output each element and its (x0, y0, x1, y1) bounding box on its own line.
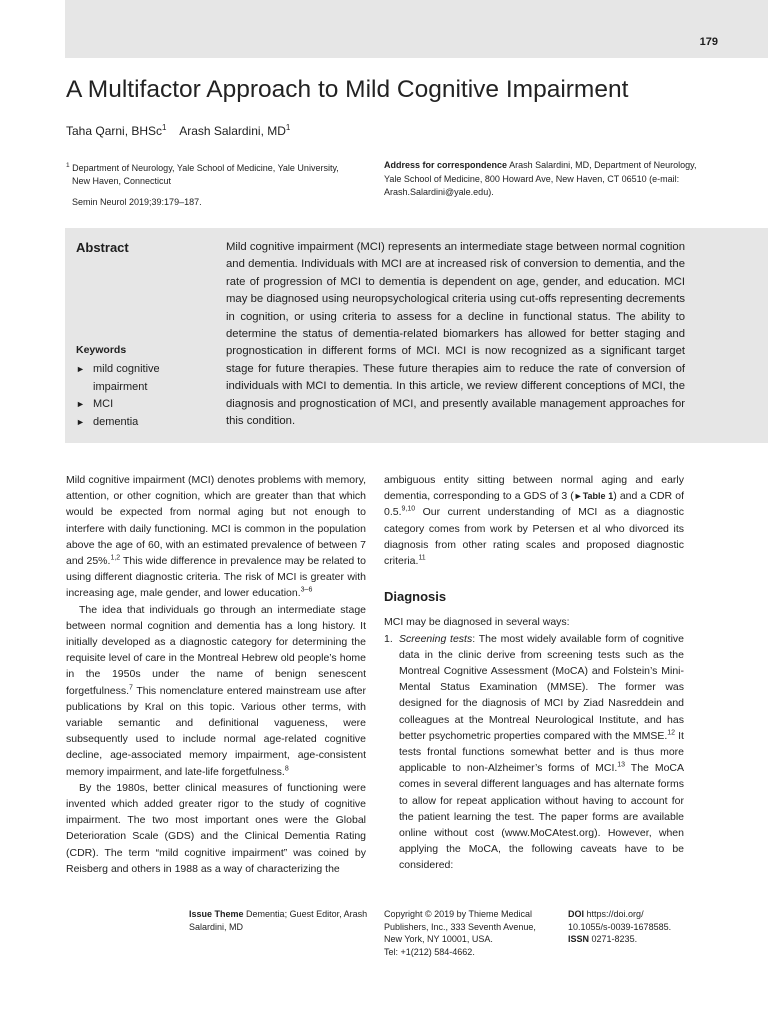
arrow-icon: ► (76, 416, 85, 427)
body-paragraph: MCI may be diagnosed in several ways: (384, 616, 570, 629)
footer-doi (568, 908, 718, 946)
arrow-icon: ► (76, 399, 85, 410)
correspondence (384, 159, 704, 200)
keywords-heading: Keywords (76, 344, 127, 356)
author-affiliation-marker: 1 (285, 123, 291, 132)
footer-issue-theme (189, 908, 369, 933)
author-line (66, 123, 290, 138)
abstract-text: Mild cognitive impairment (MCI) represents an intermediate stage between normal cognition and dementia. Individuals with MCI are at increased risk of conversion to dementia, and the rate of progression of MCI to dementia is dependent on age, gender, and education. MCI may be diagnosed using neuropsychological criteria using cut-offs representing decrements in cognition, or using criteria to assess for a decline in functional status. The ability to determine the status of dementia-related biomarkers has allowed for better staging and prognostication in different forms of MCI. MCI is now recognized as a significant target stage for future therapies. These future therapies aim to reduce the rate of conversion of individuals with MCI to dementia. In this article, we review different conceptions of MCI, the diagnosis and prognostication of MCI, and presently available management approaches for this condition. (226, 241, 685, 428)
issn-value: 0271-8235. (591, 934, 638, 945)
body-paragraph: ambiguous entity sitting between normal aging and early dementia, corresponding to a GDS of 3 (►Table 1) and a CDR of 0.5.$^{9,10}$ Our current understanding of MCI as a diagnostic category comes from work by Petersen et al who divorced its diagnosis from other rating scales and proposed diagnostic criteria.$^{11}$ (384, 474, 684, 568)
item-title: Screening tests (399, 632, 473, 645)
reference-marker: 3–6 (300, 586, 313, 594)
reference-marker: 11 (418, 554, 426, 562)
journal-citation: Semin Neurol 2019;39:179–187. (72, 197, 202, 207)
issue-theme-label: Issue Theme (189, 909, 244, 919)
reference-marker: 9,10 (401, 505, 416, 513)
doi-link[interactable]: 10.1055/s-0039-1678585. (568, 921, 672, 932)
body-column-left (66, 472, 366, 877)
body-paragraph: Mild cognitive impairment (MCI) denotes problems with memory, attention, or other cognition, which are greater than that which would be expected from normal aging but not enough to interfere with daily functioning. MCI is common in the population above the age of 60, with an estimated prevalence of between 7 and 25%.$^{1,2}$ This wide difference in prevalence may be related to using different diagnostic criteria. The risk of MCI is greater with increasing age, male gender, and lower education.$^{3-6}$ (66, 474, 366, 600)
affiliation (66, 159, 371, 188)
keywords-list (76, 361, 206, 431)
correspondence-label: Address for correspondence (384, 160, 508, 170)
reference-marker: 13 (617, 761, 626, 769)
author-name: Taha Qarni, BHSc (66, 124, 163, 138)
affiliation-marker: 1 (66, 162, 70, 169)
reference-marker: 7 (129, 684, 133, 692)
body-paragraph: By the 1980s, better clinical measures of functioning were invented which added greater rigor to the study of cognitive impairment. The two most important ones were the Global Deterioration Scale (GDS) and the Clinical Dementia Rating (CDR). The term “mild cognitive impairment” was coined by Reisberg and others in 1988 as a way of characterizing the (66, 781, 366, 875)
affiliation-line: New Haven, Connecticut (72, 176, 172, 186)
author-name: Arash Salardini, MD (179, 124, 286, 138)
doi-link[interactable]: https://doi.org/ (586, 909, 644, 919)
header-bar (65, 0, 768, 58)
list-number: 1. (384, 632, 393, 645)
footer-copyright: Copyright © 2019 by Thieme Medical Publishers, Inc., 333 Seventh Avenue, New York, NY 10001, USA. Tel: +1(212) 584-4662. (384, 909, 536, 957)
doi-label: DOI (568, 909, 585, 919)
keyword-item: ► MCI (76, 396, 206, 414)
article-title: A Multifactor Approach to Mild Cognitive Impairment (66, 76, 629, 103)
reference-marker: 1,2 (110, 554, 121, 562)
abstract-heading: Abstract (76, 240, 129, 255)
affiliation-line: Department of Neurology, Yale School of Medicine, Yale University, (72, 163, 339, 173)
body-column-right (384, 472, 684, 874)
keyword-item: ► dementia (76, 414, 206, 432)
body-paragraph: The idea that individuals go through an intermediate stage between normal cognition and dementia has a long history. It initially developed as a diagnostic category for determining the requisite level of care in the Montreal Hebrew old people’s home in the 1950s under the name of benign senescent forgetfulness.$^7$ This nomenclature entered mainstream use after publications by Kral on this topic. Various other terms, with variable semantic and definitional vagueness, were subsequently used to include normal age-related cognitive decline, age-associated memory impairment, age-consistent memory impairment, and late-life forgetfulness.$^8$ (66, 603, 366, 778)
table-reference-link[interactable]: ►Table 1 (573, 491, 614, 502)
author-affiliation-marker: 1 (162, 123, 167, 132)
numbered-list-item: 1. Screening tests: The most widely available form of cognitive data in the clinic derive from screening tests such as the Montreal Cognitive Assessment (MoCA) and Folstein’s Mini-Mental Status Examination (MMSE). The former was designed for the diagnosis of MCI by Ziad Nasreddein and colleagues at the Montreal Neurological Institute, and has better psychometric properties compared with the MMSE.$^{12}$ It tests frontal functions somewhat better and is thus more applicable to non-Alzheimer’s forms of MCI.$^{13}$ The MoCA comes in several different languages and has alternate forms to allow for repeat application without having to account for the patient learning the test. The paper forms are available online without cost (www.MoCAtest.org). However, when applying the MoCA, the following caveats have to be considered: (384, 632, 684, 872)
page-number: 179 (699, 36, 718, 48)
correspondence-text: Arash Salardini, MD, Department of Neurology, Yale School of Medicine, 800 Howard Ave, New Haven, CT 06510 (e-mail: Arash.Salardini@yale.edu). (384, 160, 697, 197)
arrow-icon: ► (76, 364, 85, 374)
issue-theme-text: Dementia; Guest Editor, Arash Salardini, MD (189, 909, 368, 932)
reference-marker: 8 (284, 765, 289, 773)
keyword-item: ► mild cognitive impairment (76, 363, 160, 393)
reference-marker: 12 (667, 729, 676, 737)
section-heading: Diagnosis (384, 589, 447, 605)
issn-label: ISSN (568, 934, 590, 945)
